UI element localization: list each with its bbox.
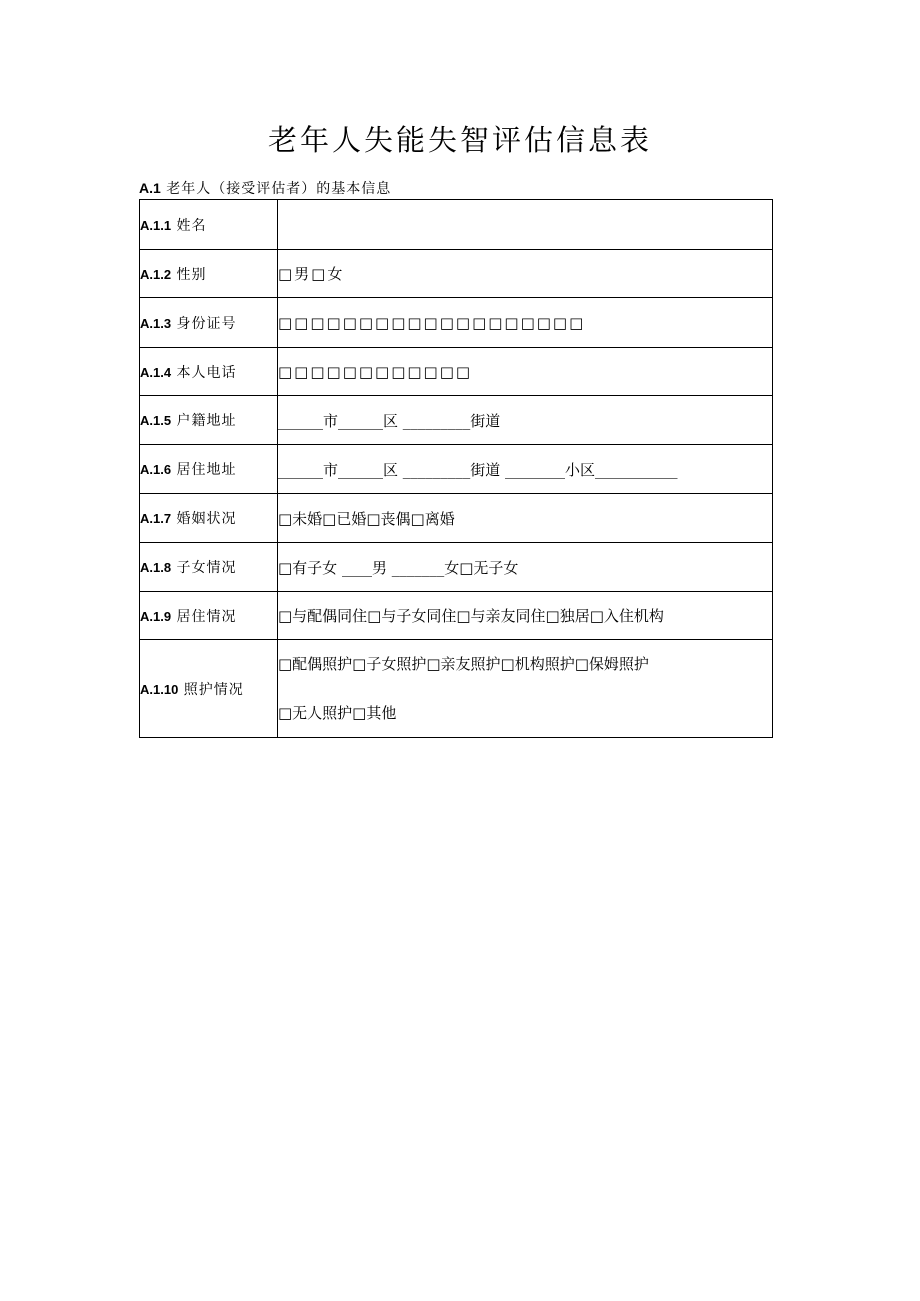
row-label-text: 姓名 [176, 217, 207, 234]
id-number-field[interactable]: □□□□□□□□□□□□□□□□□□□ [278, 298, 773, 348]
table-row [140, 494, 773, 543]
table-row [140, 543, 773, 592]
row-label-text: 本人电话 [176, 364, 237, 381]
row-label [140, 200, 278, 250]
living-situation-options[interactable]: □与配偶同住□与子女同住□与亲友同住□独居□入住机构 [278, 592, 773, 640]
row-label [140, 445, 278, 494]
row-label [140, 250, 278, 298]
table-row [140, 348, 773, 396]
table-row [140, 250, 773, 298]
row-label-text: 居住地址 [176, 462, 237, 478]
row-code: A.1.9 [140, 608, 172, 624]
row-label [140, 494, 278, 543]
section-heading [139, 178, 391, 198]
residence-address-field[interactable]: ______市______区 _________街道 ________小区___________ [278, 445, 773, 494]
row-label [140, 543, 278, 592]
gender-field[interactable]: □男□女 [278, 250, 773, 298]
children-options[interactable]: □有子女 ____男 _______女□无子女 [278, 543, 773, 592]
table-row [140, 592, 773, 640]
table-row [140, 640, 773, 738]
row-code: A.1.8 [140, 560, 172, 575]
row-code: A.1.2 [140, 266, 172, 282]
row-code: A.1.10 [140, 681, 179, 697]
row-code: A.1.6 [140, 462, 172, 477]
table-row [140, 200, 773, 250]
form-title: 老年人失能失智评估信息表 [267, 123, 652, 157]
basic-info-table [139, 199, 773, 738]
name-field[interactable] [278, 200, 773, 250]
row-label-text: 婚姻状况 [176, 511, 237, 527]
row-label-text: 身份证号 [176, 315, 237, 332]
row-label [140, 298, 278, 348]
row-code: A.1.4 [140, 364, 172, 380]
section-code: A.1 [139, 180, 161, 196]
table-row [140, 445, 773, 494]
row-label [140, 396, 278, 445]
row-code: A.1.7 [140, 511, 172, 526]
table-row [140, 396, 773, 445]
row-label-text: 子女情况 [176, 560, 237, 576]
care-situation-options[interactable] [278, 640, 773, 738]
row-label-text: 性别 [176, 266, 207, 283]
table-row [140, 298, 773, 348]
phone-field[interactable]: □□□□□□□□□□□□ [278, 348, 773, 396]
marital-status-options[interactable]: □未婚□已婚□丧偶□离婚 [278, 494, 773, 543]
row-label-text: 居住情况 [176, 608, 237, 625]
row-label [140, 592, 278, 640]
row-label [140, 640, 278, 738]
care-options-line-1[interactable]: □配偶照护□子女照护□亲友照护□机构照护□保姆照护 [278, 655, 649, 673]
row-code: A.1.1 [140, 217, 172, 233]
row-code: A.1.5 [140, 413, 172, 428]
care-options-line-2[interactable]: □无人照护□其他 [278, 704, 397, 722]
row-label-text: 户籍地址 [176, 413, 237, 429]
row-label [140, 348, 278, 396]
household-address-field[interactable]: ______市______区 _________街道 [278, 396, 773, 445]
row-code: A.1.3 [140, 315, 172, 331]
section-label: 老年人（接受评估者）的基本信息 [166, 181, 392, 197]
row-label-text: 照护情况 [183, 681, 244, 698]
